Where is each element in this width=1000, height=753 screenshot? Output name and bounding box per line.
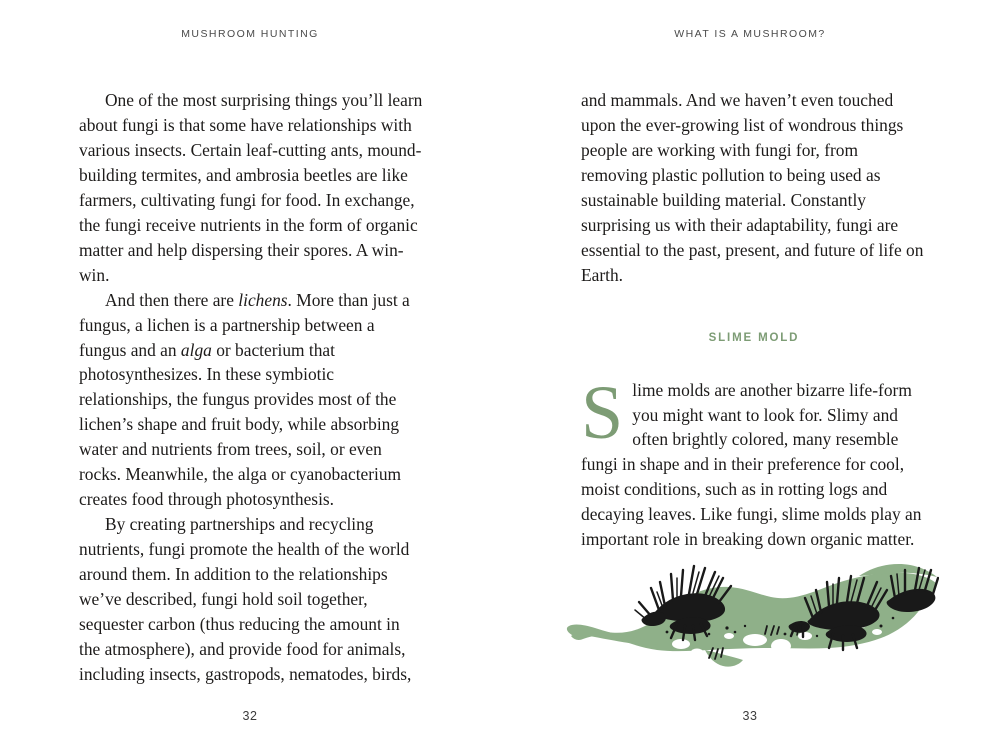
paragraph-lichens — [79, 288, 425, 513]
text-run: and mammals. And we haven’t even touched upon the ever-growing list of wondrous things people are working with fungi for, from removing plastic pollution to being used as sustainable building material. Constantly surprising us with their adaptability, fungi are essential to the past, present, and future of life on Earth. — [581, 90, 924, 285]
paragraph-slime-molds — [581, 370, 927, 553]
text-run: or bacterium that photosynthesizes. In these symbiotic relationships, the fungus provides most of the lichen’s shape and fruit body, while absorbing water and nutrients from trees, soil, or even rocks. Meanwhile, the alga or cyanobacterium creates food through photosynthesis. — [79, 339, 402, 510]
right-page — [500, 0, 1000, 753]
paragraph-partnerships — [79, 512, 425, 687]
running-head-right: WHAT IS A MUSHROOM? — [674, 28, 826, 40]
italic-term-lichens: lichens — [238, 289, 288, 310]
folio-left: 32 — [242, 709, 258, 723]
left-text-column — [79, 88, 425, 687]
drop-cap-letter: S — [581, 370, 624, 455]
right-text-column — [581, 88, 927, 552]
paragraph-mammals-continued — [581, 88, 927, 288]
italic-term-alga: alga — [180, 339, 212, 360]
running-head-left: MUSHROOM HUNTING — [181, 28, 319, 40]
text-run: lime molds are another bizarre life-form you might want to look for. Slimy and often brightly colored, many resemble fungi in shape and in their preference for cool, moist conditions, such as in rotting logs and decaying leaves. Like fungi, slime molds play an important role in breaking down organic matter. — [581, 379, 922, 550]
text-run: By creating partnerships and recycling nutrients, fungi promote the health of the world around them. In addition to the relationships we’ve described, fungi hold soil together, sequester carbon (thus reducing the amount in the atmosphere), and provide food for animals, including insects, gastropods, nematodes, birds, — [79, 514, 412, 684]
text-run: One of the most surprising things you’ll learn about fungi is that some have relationships with various insects. Certain leaf-cutting ants, mound-building termites, and ambrosia beetles are like farmers, cultivating fungi for food. In exchange, the fungi receive nutrients in the form of organic matter and help dispersing their spores. A win-win. — [79, 90, 423, 285]
folio-right: 33 — [742, 709, 758, 723]
text-run: And then there are — [105, 289, 239, 310]
paragraph-insect-relationships — [79, 88, 425, 288]
text-run: . More than just a fungus, a lichen is a partnership between a fungus and an — [79, 289, 410, 360]
section-heading-slime-mold: SLIME MOLD — [708, 331, 800, 344]
